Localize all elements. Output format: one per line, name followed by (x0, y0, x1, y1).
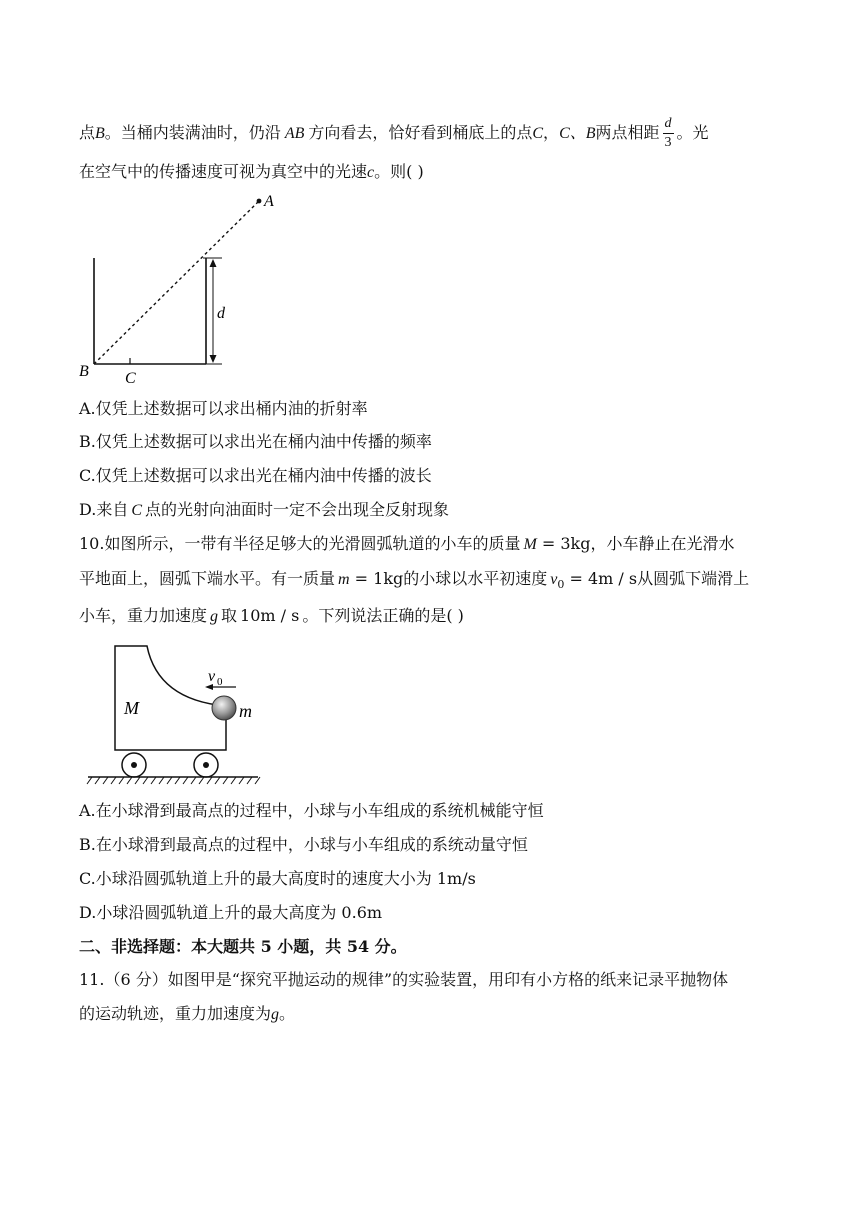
option-text: D.来自 (79, 500, 129, 519)
label-d: d (217, 305, 225, 322)
text-segment: 10.如图所示，一带有半径足够大的光滑圆弧轨道的小车的质量 (79, 534, 521, 553)
q9-option-c (79, 468, 432, 484)
q11-text-line-1 (79, 972, 728, 988)
math-var: c (367, 164, 375, 181)
dimension-arrow-down (210, 355, 217, 363)
math-var: v (550, 571, 558, 588)
line-of-sight-AB (94, 202, 258, 364)
math-var: C、B (559, 125, 596, 142)
q10-text-line-3 (79, 608, 464, 625)
option-text: 点的光射向油面时一定不会出现全反射现象 (145, 500, 450, 519)
text-segment: 点 (79, 123, 96, 142)
q10-text-line-2 (79, 571, 749, 590)
text-segment: 在空气中的传播速度可视为真空中的光速 (79, 162, 368, 181)
q9-option-b (79, 434, 432, 450)
label-v-sub: 0 (217, 676, 223, 688)
q9-option-d (79, 502, 449, 519)
label-v: v (208, 668, 216, 685)
ball (212, 696, 236, 720)
text-segment: ，小车静止在光滑水 (590, 534, 735, 553)
fraction-d-over-3 (663, 117, 674, 150)
text-segment: 小车，重力加速度 (79, 606, 208, 625)
point-A-dot (257, 199, 262, 204)
option-text: D.小球沿圆弧轨道上升的最大高度为 0.6m (79, 903, 383, 922)
q9-option-a (79, 401, 368, 417)
ground-hatching (87, 777, 260, 784)
dimension-arrow-up (210, 259, 217, 267)
math-value: 10m / s (240, 606, 300, 625)
section-heading-text: 二、非选择题：本大题共 5 小题，共 54 分。 (79, 937, 407, 956)
option-text: A.仅凭上述数据可以求出桶内油的折射率 (79, 399, 368, 418)
option-text: B.仅凭上述数据可以求出光在桶内油中传播的频率 (79, 432, 432, 451)
math-value: = 1kg (349, 569, 404, 588)
text-segment: 取 (221, 606, 238, 625)
q10-option-b (79, 837, 528, 853)
text-segment: 的运动轨迹，重力加速度为 (79, 1004, 272, 1023)
text-segment: 的小球以水平初速度 (403, 569, 548, 588)
q9-text-line-2 (79, 164, 424, 181)
math-var: M (523, 536, 537, 553)
wheel-right-axle (203, 762, 209, 768)
text-segment: 平地面上，圆弧下端水平。有一质量 (79, 569, 336, 588)
math-var: g (271, 1006, 280, 1023)
text-segment: 。则( ) (374, 162, 424, 181)
q10-option-d (79, 905, 382, 921)
wheel-left-axle (131, 762, 137, 768)
text-segment: 。光 (676, 123, 709, 142)
section-2-heading (79, 939, 407, 955)
q9-bucket-figure (76, 190, 296, 390)
text-segment: 。当桶内装满油时，仍沿 (104, 123, 281, 142)
q10-option-a (79, 803, 544, 819)
math-var: g (210, 608, 219, 625)
q10-cart-figure (84, 640, 264, 790)
q10-text-line-1 (79, 536, 735, 553)
q11-text-line-2 (79, 1006, 295, 1023)
math-var: C (131, 502, 143, 519)
math-var: m (338, 571, 350, 588)
fraction-denominator: 3 (664, 135, 672, 150)
text-segment: 两点相距 (595, 123, 660, 142)
label-C: C (125, 370, 136, 387)
label-M: M (124, 698, 139, 718)
option-text: C.小球沿圆弧轨道上升的最大高度时的速度大小为 1m/s (79, 869, 476, 888)
text-segment: 11.（6 分）如图甲是“探究平抛运动的规律”的实验装置，用印有小方格的纸来记录平抛物体 (79, 970, 729, 989)
math-value: = 3kg (536, 534, 591, 553)
label-m: m (239, 701, 252, 721)
option-text: A.在小球滑到最高点的过程中，小球与小车组成的系统机械能守恒 (79, 801, 544, 820)
math-var: C (532, 125, 544, 142)
math-value: = 4m / s (564, 569, 638, 588)
q10-option-c (79, 871, 476, 887)
text-segment: 方向看去，恰好看到桶底上的点 (308, 123, 533, 142)
fraction-numerator: d (663, 117, 674, 134)
math-var: B (95, 125, 105, 142)
label-A: A (264, 193, 274, 210)
math-var: AB (284, 125, 305, 142)
text-segment: 从圆弧下端滑上 (637, 569, 750, 588)
text-segment: 。 (279, 1004, 296, 1023)
text-segment: 。下列说法正确的是( ) (302, 606, 464, 625)
q9-text-line-1 (79, 117, 709, 150)
math-subscript: 0 (557, 578, 565, 592)
text-segment: ， (543, 123, 560, 142)
option-text: B.在小球滑到最高点的过程中，小球与小车组成的系统动量守恒 (79, 835, 528, 854)
option-text: C.仅凭上述数据可以求出光在桶内油中传播的波长 (79, 466, 432, 485)
label-B: B (79, 363, 89, 380)
